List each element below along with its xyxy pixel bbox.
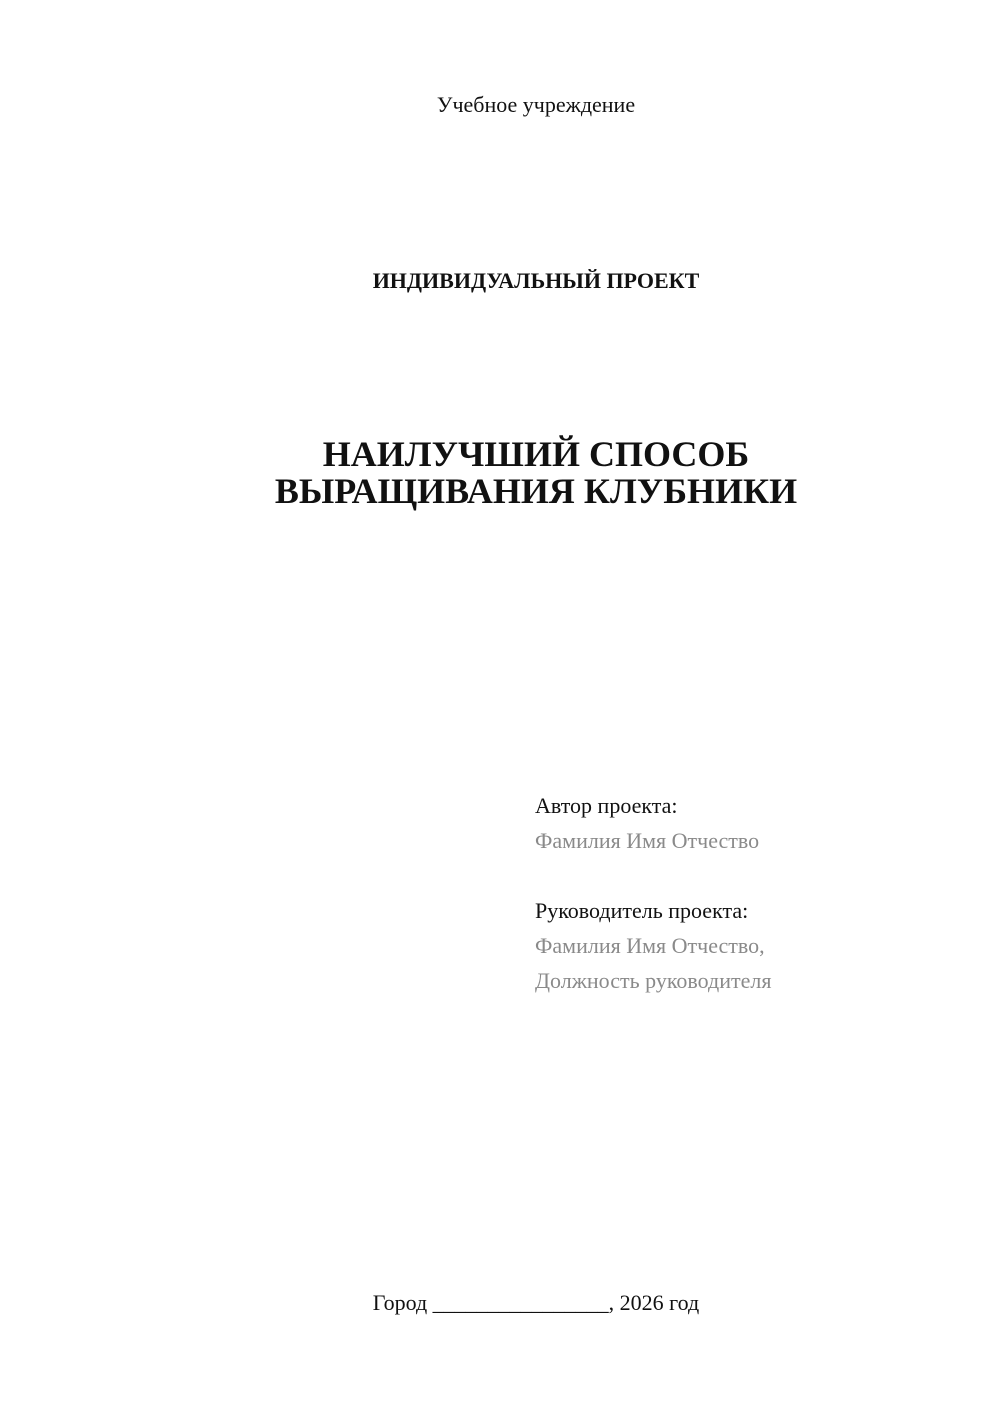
institution-name: Учебное учреждение [436,92,636,117]
credits-spacer [535,858,975,893]
supervisor-position: Должность руководителя [535,968,772,993]
city-year-line: Город ________________, 2026 год [372,1290,700,1315]
document-type: ИНДИВИДУАЛЬНЫЙ ПРОЕКТ [372,268,700,293]
supervisor-name: Фамилия Имя Отчество, [535,933,765,958]
project-title-line-2: ВЫРАЩИВАНИЯ КЛУБНИКИ [274,471,798,511]
author-label: Автор проекта: [535,793,678,818]
author-name: Фамилия Имя Отчество [535,828,760,853]
project-title [0,436,1000,510]
project-title-line-1: НАИЛУЧШИЙ СПОСОБ [322,434,750,474]
supervisor-label: Руководитель проекта: [535,898,749,923]
credits-block [535,788,975,998]
